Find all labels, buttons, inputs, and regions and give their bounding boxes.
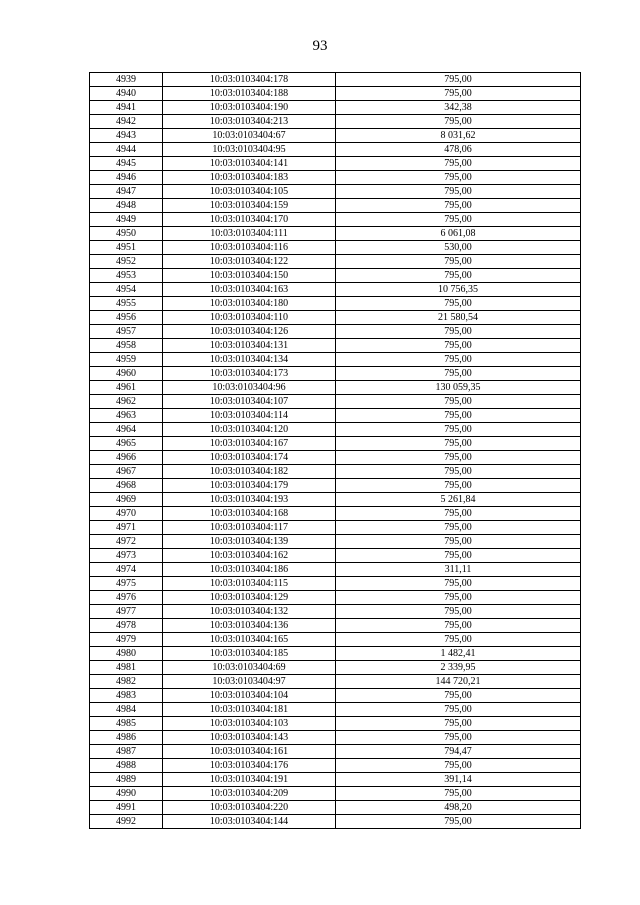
row-number-cell: 4970 — [90, 507, 163, 521]
cadastral-number-cell: 10:03:0103404:107 — [163, 395, 336, 409]
row-number-cell: 4990 — [90, 787, 163, 801]
row-number-cell: 4959 — [90, 353, 163, 367]
cadastral-number-cell: 10:03:0103404:141 — [163, 157, 336, 171]
value-cell: 795,00 — [336, 339, 581, 353]
cadastral-number-cell: 10:03:0103404:183 — [163, 171, 336, 185]
table-row — [90, 745, 581, 759]
row-number-cell: 4946 — [90, 171, 163, 185]
table-row — [90, 633, 581, 647]
value-cell: 130 059,35 — [336, 381, 581, 395]
table-row — [90, 647, 581, 661]
table-row — [90, 535, 581, 549]
table-row — [90, 73, 581, 87]
table-row — [90, 381, 581, 395]
cadastral-number-cell: 10:03:0103404:181 — [163, 703, 336, 717]
cadastral-number-cell: 10:03:0103404:185 — [163, 647, 336, 661]
row-number-cell: 4991 — [90, 801, 163, 815]
cadastral-number-cell: 10:03:0103404:161 — [163, 745, 336, 759]
row-number-cell: 4940 — [90, 87, 163, 101]
cadastral-number-cell: 10:03:0103404:132 — [163, 605, 336, 619]
table-row — [90, 367, 581, 381]
cadastral-number-cell: 10:03:0103404:180 — [163, 297, 336, 311]
cadastral-number-cell: 10:03:0103404:136 — [163, 619, 336, 633]
row-number-cell: 4939 — [90, 73, 163, 87]
table-row — [90, 787, 581, 801]
table-row — [90, 549, 581, 563]
cadastral-number-cell: 10:03:0103404:170 — [163, 213, 336, 227]
row-number-cell: 4974 — [90, 563, 163, 577]
row-number-cell: 4968 — [90, 479, 163, 493]
value-cell: 530,00 — [336, 241, 581, 255]
row-number-cell: 4973 — [90, 549, 163, 563]
row-number-cell: 4960 — [90, 367, 163, 381]
table-row — [90, 129, 581, 143]
cadastral-value-table — [89, 72, 581, 829]
table-row — [90, 185, 581, 199]
value-cell: 795,00 — [336, 507, 581, 521]
table-row — [90, 241, 581, 255]
value-cell: 6 061,08 — [336, 227, 581, 241]
cadastral-number-cell: 10:03:0103404:103 — [163, 717, 336, 731]
value-cell: 795,00 — [336, 465, 581, 479]
row-number-cell: 4953 — [90, 269, 163, 283]
value-cell: 795,00 — [336, 451, 581, 465]
row-number-cell: 4972 — [90, 535, 163, 549]
cadastral-number-cell: 10:03:0103404:213 — [163, 115, 336, 129]
value-cell: 795,00 — [336, 409, 581, 423]
value-cell: 5 261,84 — [336, 493, 581, 507]
table-row — [90, 619, 581, 633]
value-cell: 795,00 — [336, 73, 581, 87]
cadastral-number-cell: 10:03:0103404:131 — [163, 339, 336, 353]
row-number-cell: 4963 — [90, 409, 163, 423]
table-row — [90, 717, 581, 731]
row-number-cell: 4988 — [90, 759, 163, 773]
table-row — [90, 409, 581, 423]
row-number-cell: 4965 — [90, 437, 163, 451]
cadastral-number-cell: 10:03:0103404:67 — [163, 129, 336, 143]
cadastral-number-cell: 10:03:0103404:193 — [163, 493, 336, 507]
cadastral-number-cell: 10:03:0103404:220 — [163, 801, 336, 815]
value-cell: 795,00 — [336, 255, 581, 269]
cadastral-number-cell: 10:03:0103404:150 — [163, 269, 336, 283]
table-row — [90, 437, 581, 451]
table-row — [90, 605, 581, 619]
value-cell: 795,00 — [336, 759, 581, 773]
table-row — [90, 143, 581, 157]
row-number-cell: 4952 — [90, 255, 163, 269]
row-number-cell: 4980 — [90, 647, 163, 661]
table-row — [90, 339, 581, 353]
value-cell: 795,00 — [336, 325, 581, 339]
value-cell: 795,00 — [336, 787, 581, 801]
row-number-cell: 4979 — [90, 633, 163, 647]
row-number-cell: 4949 — [90, 213, 163, 227]
row-number-cell: 4982 — [90, 675, 163, 689]
row-number-cell: 4942 — [90, 115, 163, 129]
row-number-cell: 4966 — [90, 451, 163, 465]
value-cell: 795,00 — [336, 423, 581, 437]
value-cell: 795,00 — [336, 185, 581, 199]
cadastral-number-cell: 10:03:0103404:110 — [163, 311, 336, 325]
row-number-cell: 4948 — [90, 199, 163, 213]
value-cell: 795,00 — [336, 353, 581, 367]
cadastral-number-cell: 10:03:0103404:191 — [163, 773, 336, 787]
cadastral-number-cell: 10:03:0103404:116 — [163, 241, 336, 255]
value-cell: 795,00 — [336, 269, 581, 283]
value-cell: 795,00 — [336, 689, 581, 703]
value-cell: 795,00 — [336, 157, 581, 171]
cadastral-number-cell: 10:03:0103404:179 — [163, 479, 336, 493]
value-cell: 795,00 — [336, 731, 581, 745]
row-number-cell: 4954 — [90, 283, 163, 297]
table-row — [90, 353, 581, 367]
row-number-cell: 4958 — [90, 339, 163, 353]
cadastral-number-cell: 10:03:0103404:129 — [163, 591, 336, 605]
value-cell: 795,00 — [336, 717, 581, 731]
value-cell: 795,00 — [336, 577, 581, 591]
value-cell: 794,47 — [336, 745, 581, 759]
row-number-cell: 4985 — [90, 717, 163, 731]
table-row — [90, 213, 581, 227]
table-row — [90, 507, 581, 521]
value-cell: 342,38 — [336, 101, 581, 115]
cadastral-number-cell: 10:03:0103404:159 — [163, 199, 336, 213]
cadastral-number-cell: 10:03:0103404:163 — [163, 283, 336, 297]
table-row — [90, 703, 581, 717]
table-row — [90, 115, 581, 129]
table-row — [90, 773, 581, 787]
cadastral-number-cell: 10:03:0103404:176 — [163, 759, 336, 773]
cadastral-number-cell: 10:03:0103404:111 — [163, 227, 336, 241]
cadastral-number-cell: 10:03:0103404:173 — [163, 367, 336, 381]
table-row — [90, 465, 581, 479]
table-row — [90, 451, 581, 465]
table-row — [90, 591, 581, 605]
value-cell: 10 756,35 — [336, 283, 581, 297]
row-number-cell: 4944 — [90, 143, 163, 157]
value-cell: 795,00 — [336, 479, 581, 493]
value-cell: 8 031,62 — [336, 129, 581, 143]
value-cell: 795,00 — [336, 367, 581, 381]
table-row — [90, 479, 581, 493]
cadastral-number-cell: 10:03:0103404:104 — [163, 689, 336, 703]
row-number-cell: 4962 — [90, 395, 163, 409]
cadastral-number-cell: 10:03:0103404:97 — [163, 675, 336, 689]
cadastral-number-cell: 10:03:0103404:96 — [163, 381, 336, 395]
value-cell: 795,00 — [336, 549, 581, 563]
row-number-cell: 4992 — [90, 815, 163, 829]
value-cell: 2 339,95 — [336, 661, 581, 675]
value-cell: 795,00 — [336, 535, 581, 549]
row-number-cell: 4964 — [90, 423, 163, 437]
row-number-cell: 4986 — [90, 731, 163, 745]
value-cell: 391,14 — [336, 773, 581, 787]
page-number: 93 — [312, 38, 328, 54]
value-cell: 795,00 — [336, 395, 581, 409]
table-row — [90, 325, 581, 339]
value-cell: 795,00 — [336, 297, 581, 311]
cadastral-number-cell: 10:03:0103404:115 — [163, 577, 336, 591]
table-row — [90, 255, 581, 269]
table-row — [90, 759, 581, 773]
value-cell: 795,00 — [336, 605, 581, 619]
cadastral-number-cell: 10:03:0103404:174 — [163, 451, 336, 465]
value-cell: 144 720,21 — [336, 675, 581, 689]
table-row — [90, 801, 581, 815]
table-row — [90, 423, 581, 437]
table-row — [90, 283, 581, 297]
row-number-cell: 4943 — [90, 129, 163, 143]
cadastral-number-cell: 10:03:0103404:186 — [163, 563, 336, 577]
row-number-cell: 4971 — [90, 521, 163, 535]
table-row — [90, 493, 581, 507]
table-row — [90, 689, 581, 703]
table-row — [90, 521, 581, 535]
value-cell: 795,00 — [336, 87, 581, 101]
cadastral-number-cell: 10:03:0103404:126 — [163, 325, 336, 339]
value-cell: 795,00 — [336, 633, 581, 647]
cadastral-number-cell: 10:03:0103404:209 — [163, 787, 336, 801]
row-number-cell: 4951 — [90, 241, 163, 255]
table-row — [90, 731, 581, 745]
row-number-cell: 4945 — [90, 157, 163, 171]
table-row — [90, 157, 581, 171]
cadastral-number-cell: 10:03:0103404:69 — [163, 661, 336, 675]
row-number-cell: 4976 — [90, 591, 163, 605]
cadastral-number-cell: 10:03:0103404:162 — [163, 549, 336, 563]
value-cell: 478,06 — [336, 143, 581, 157]
cadastral-number-cell: 10:03:0103404:120 — [163, 423, 336, 437]
value-cell: 795,00 — [336, 437, 581, 451]
value-cell: 795,00 — [336, 171, 581, 185]
cadastral-number-cell: 10:03:0103404:182 — [163, 465, 336, 479]
table-row — [90, 171, 581, 185]
table-row — [90, 227, 581, 241]
row-number-cell: 4984 — [90, 703, 163, 717]
row-number-cell: 4950 — [90, 227, 163, 241]
cadastral-number-cell: 10:03:0103404:134 — [163, 353, 336, 367]
cadastral-number-cell: 10:03:0103404:114 — [163, 409, 336, 423]
row-number-cell: 4981 — [90, 661, 163, 675]
row-number-cell: 4969 — [90, 493, 163, 507]
cadastral-number-cell: 10:03:0103404:105 — [163, 185, 336, 199]
cadastral-number-cell: 10:03:0103404:144 — [163, 815, 336, 829]
value-cell: 311,11 — [336, 563, 581, 577]
table-row — [90, 815, 581, 829]
row-number-cell: 4987 — [90, 745, 163, 759]
row-number-cell: 4989 — [90, 773, 163, 787]
cadastral-number-cell: 10:03:0103404:188 — [163, 87, 336, 101]
table-row — [90, 311, 581, 325]
value-cell: 498,20 — [336, 801, 581, 815]
cadastral-number-cell: 10:03:0103404:168 — [163, 507, 336, 521]
table-row — [90, 101, 581, 115]
row-number-cell: 4947 — [90, 185, 163, 199]
row-number-cell: 4955 — [90, 297, 163, 311]
cadastral-number-cell: 10:03:0103404:167 — [163, 437, 336, 451]
table-body — [90, 73, 581, 829]
table-row — [90, 661, 581, 675]
value-cell: 795,00 — [336, 115, 581, 129]
value-cell: 21 580,54 — [336, 311, 581, 325]
row-number-cell: 4978 — [90, 619, 163, 633]
value-cell: 795,00 — [336, 199, 581, 213]
table-row — [90, 297, 581, 311]
value-cell: 795,00 — [336, 815, 581, 829]
cadastral-number-cell: 10:03:0103404:122 — [163, 255, 336, 269]
value-cell: 795,00 — [336, 213, 581, 227]
row-number-cell: 4961 — [90, 381, 163, 395]
table-row — [90, 199, 581, 213]
cadastral-number-cell: 10:03:0103404:117 — [163, 521, 336, 535]
cadastral-number-cell: 10:03:0103404:190 — [163, 101, 336, 115]
row-number-cell: 4983 — [90, 689, 163, 703]
table-row — [90, 563, 581, 577]
row-number-cell: 4957 — [90, 325, 163, 339]
table-row — [90, 675, 581, 689]
value-cell: 795,00 — [336, 619, 581, 633]
cadastral-number-cell: 10:03:0103404:139 — [163, 535, 336, 549]
row-number-cell: 4941 — [90, 101, 163, 115]
value-cell: 1 482,41 — [336, 647, 581, 661]
value-cell: 795,00 — [336, 591, 581, 605]
row-number-cell: 4967 — [90, 465, 163, 479]
row-number-cell: 4977 — [90, 605, 163, 619]
value-cell: 795,00 — [336, 703, 581, 717]
cadastral-number-cell: 10:03:0103404:165 — [163, 633, 336, 647]
table-row — [90, 395, 581, 409]
cadastral-number-cell: 10:03:0103404:143 — [163, 731, 336, 745]
table-row — [90, 87, 581, 101]
cadastral-number-cell: 10:03:0103404:95 — [163, 143, 336, 157]
value-cell: 795,00 — [336, 521, 581, 535]
row-number-cell: 4956 — [90, 311, 163, 325]
table-row — [90, 269, 581, 283]
cadastral-number-cell: 10:03:0103404:178 — [163, 73, 336, 87]
row-number-cell: 4975 — [90, 577, 163, 591]
table-row — [90, 577, 581, 591]
